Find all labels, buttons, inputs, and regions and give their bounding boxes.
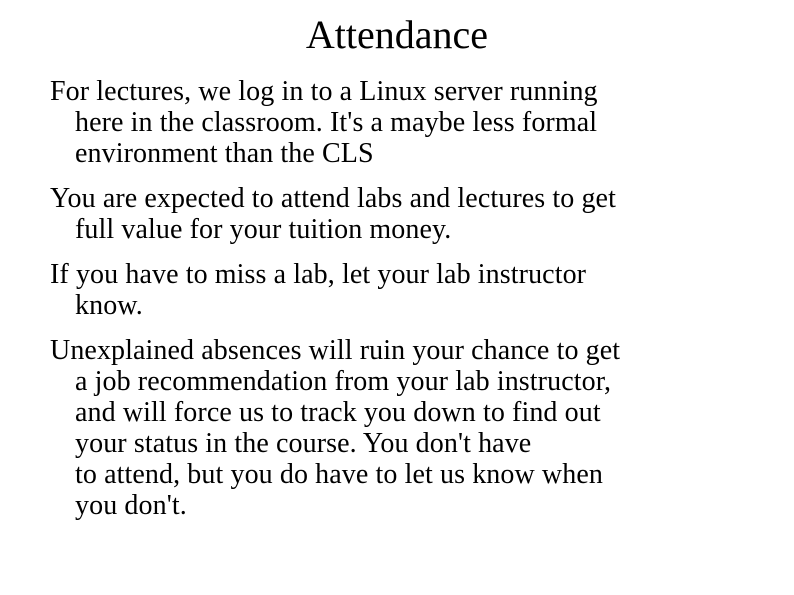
bullet-unexplained-absences: Unexplained absences will ruin your chance to get a job recommendation from your lab instructor, and will force us to track you down to find out your status in the course. You don't have to attend, but you do have to let us know when you don't. [50,335,621,521]
slide-title: Attendance [305,12,489,57]
bullet-expected-attendance: You are expected to attend labs and lectures to get full value for your tuition money. [50,183,616,245]
bullet-list [50,76,770,535]
bullet-lectures: For lectures, we log in to a Linux server running here in the classroom. It's a maybe less formal environment than the CLS [50,76,598,169]
bullet-missing-lab: If you have to miss a lab, let your lab instructor know. [50,259,587,321]
